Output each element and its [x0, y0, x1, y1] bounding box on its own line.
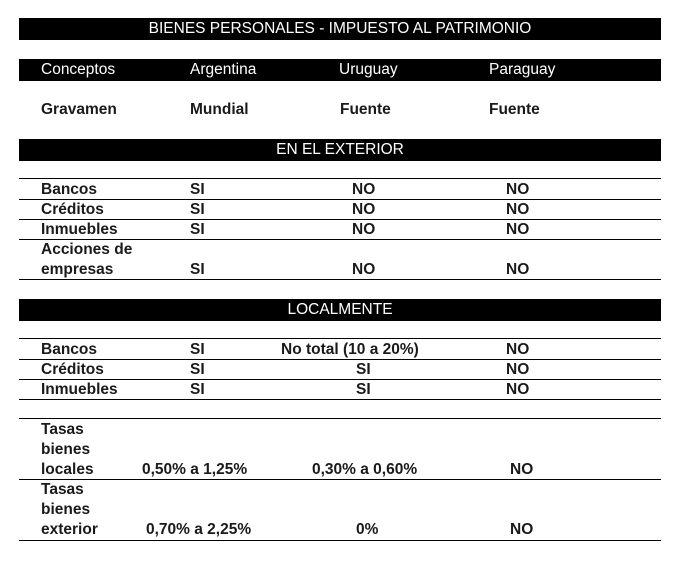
row-label: Créditos	[41, 201, 104, 218]
row-label: Bancos	[41, 181, 97, 198]
header-concepts: Conceptos	[41, 61, 116, 78]
cell-uruguay: No total (10 a 20%)	[281, 341, 419, 358]
divider	[19, 359, 661, 360]
section-local-bar	[19, 299, 661, 321]
row-label-line1: Tasas	[41, 481, 84, 498]
section-exterior-title: EN EL EXTERIOR	[276, 141, 404, 158]
divider	[19, 178, 661, 179]
row-label-line1: Acciones de	[41, 241, 133, 258]
cell-argentina: SI	[190, 341, 205, 358]
cell-uruguay: SI	[356, 381, 371, 398]
row-label: Bancos	[41, 341, 97, 358]
cell-argentina: SI	[190, 361, 205, 378]
table-title-bar	[19, 18, 661, 40]
cell-argentina: SI	[190, 261, 205, 278]
cell-paraguay: NO	[506, 341, 530, 358]
cell-paraguay: NO	[506, 361, 530, 378]
cell-argentina: SI	[190, 381, 205, 398]
cell-argentina: SI	[190, 221, 205, 238]
cell-paraguay: NO	[506, 221, 530, 238]
divider	[19, 399, 661, 400]
cell-argentina: 0,70% a 2,25%	[146, 521, 252, 538]
row-label-line3: exterior	[41, 521, 98, 538]
cell-uruguay: NO	[352, 181, 376, 198]
cell-uruguay: SI	[356, 361, 371, 378]
gravamen-paraguay: Fuente	[489, 101, 540, 118]
divider	[19, 479, 661, 480]
cell-paraguay: NO	[506, 261, 530, 278]
cell-argentina: SI	[190, 181, 205, 198]
gravamen-uruguay: Fuente	[340, 101, 391, 118]
row-label-line2: bienes	[41, 501, 91, 518]
divider	[19, 338, 661, 339]
divider	[19, 279, 661, 280]
header-uruguay: Uruguay	[339, 61, 398, 78]
cell-argentina: 0,50% a 1,25%	[142, 461, 248, 478]
gravamen-argentina: Mundial	[190, 101, 249, 118]
column-header-bar	[19, 59, 661, 81]
section-exterior-bar	[19, 139, 661, 161]
cell-uruguay: 0%	[356, 521, 379, 538]
header-paraguay: Paraguay	[489, 61, 556, 78]
row-label-line2: bienes	[41, 441, 91, 458]
cell-uruguay: NO	[352, 261, 376, 278]
row-label: Inmuebles	[41, 221, 118, 238]
gravamen-label: Gravamen	[41, 101, 117, 118]
row-label: Créditos	[41, 361, 104, 378]
divider	[19, 418, 661, 419]
row-label-line3: locales	[41, 461, 94, 478]
divider	[19, 540, 661, 541]
cell-uruguay: NO	[352, 201, 376, 218]
header-argentina: Argentina	[190, 61, 257, 78]
table-title: BIENES PERSONALES - IMPUESTO AL PATRIMONIO	[148, 20, 532, 37]
cell-paraguay: NO	[506, 181, 530, 198]
row-label-line1: Tasas	[41, 421, 84, 438]
cell-uruguay: NO	[352, 221, 376, 238]
cell-uruguay: 0,30% a 0,60%	[312, 461, 418, 478]
cell-paraguay: NO	[506, 381, 530, 398]
cell-paraguay: NO	[506, 201, 530, 218]
row-label-line2: empresas	[41, 261, 114, 278]
cell-paraguay: NO	[510, 521, 534, 538]
section-local-title: LOCALMENTE	[287, 301, 393, 318]
divider	[19, 199, 661, 200]
cell-paraguay: NO	[510, 461, 534, 478]
row-label: Inmuebles	[41, 381, 118, 398]
cell-argentina: SI	[190, 201, 205, 218]
